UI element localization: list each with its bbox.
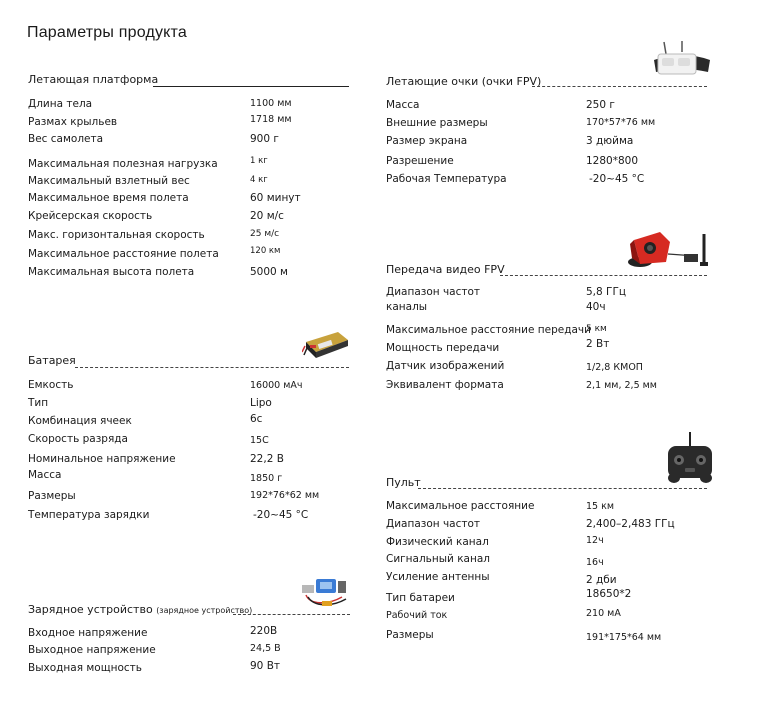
- battery-header-line: [75, 367, 349, 368]
- charger-header-line: [233, 614, 350, 615]
- page-title: Параметры продукта: [27, 24, 188, 41]
- charger-header: [28, 603, 252, 616]
- goggles-illustration: [652, 40, 712, 82]
- goggles-header: Летающие очки (очки FPV): [386, 75, 542, 88]
- charger-header-sub: (зарядное устройство): [156, 606, 253, 615]
- remote-controller-illustration: [666, 430, 714, 486]
- remote-header: Пульт: [386, 476, 421, 489]
- platform-header-line: [153, 86, 349, 87]
- video-header-line: [500, 275, 707, 276]
- goggles-header-line: [532, 86, 707, 87]
- battery-illustration: [302, 328, 350, 362]
- platform-header: Летающая платформа: [28, 73, 159, 86]
- video-transmitter-illustration: [626, 228, 712, 270]
- video-header: Передача видео FPV: [386, 263, 505, 276]
- battery-header: Батарея: [28, 354, 76, 367]
- charger-illustration: [298, 575, 352, 609]
- remote-header-line: [418, 488, 707, 489]
- charger-header-title: Зарядное устройство: [28, 603, 153, 616]
